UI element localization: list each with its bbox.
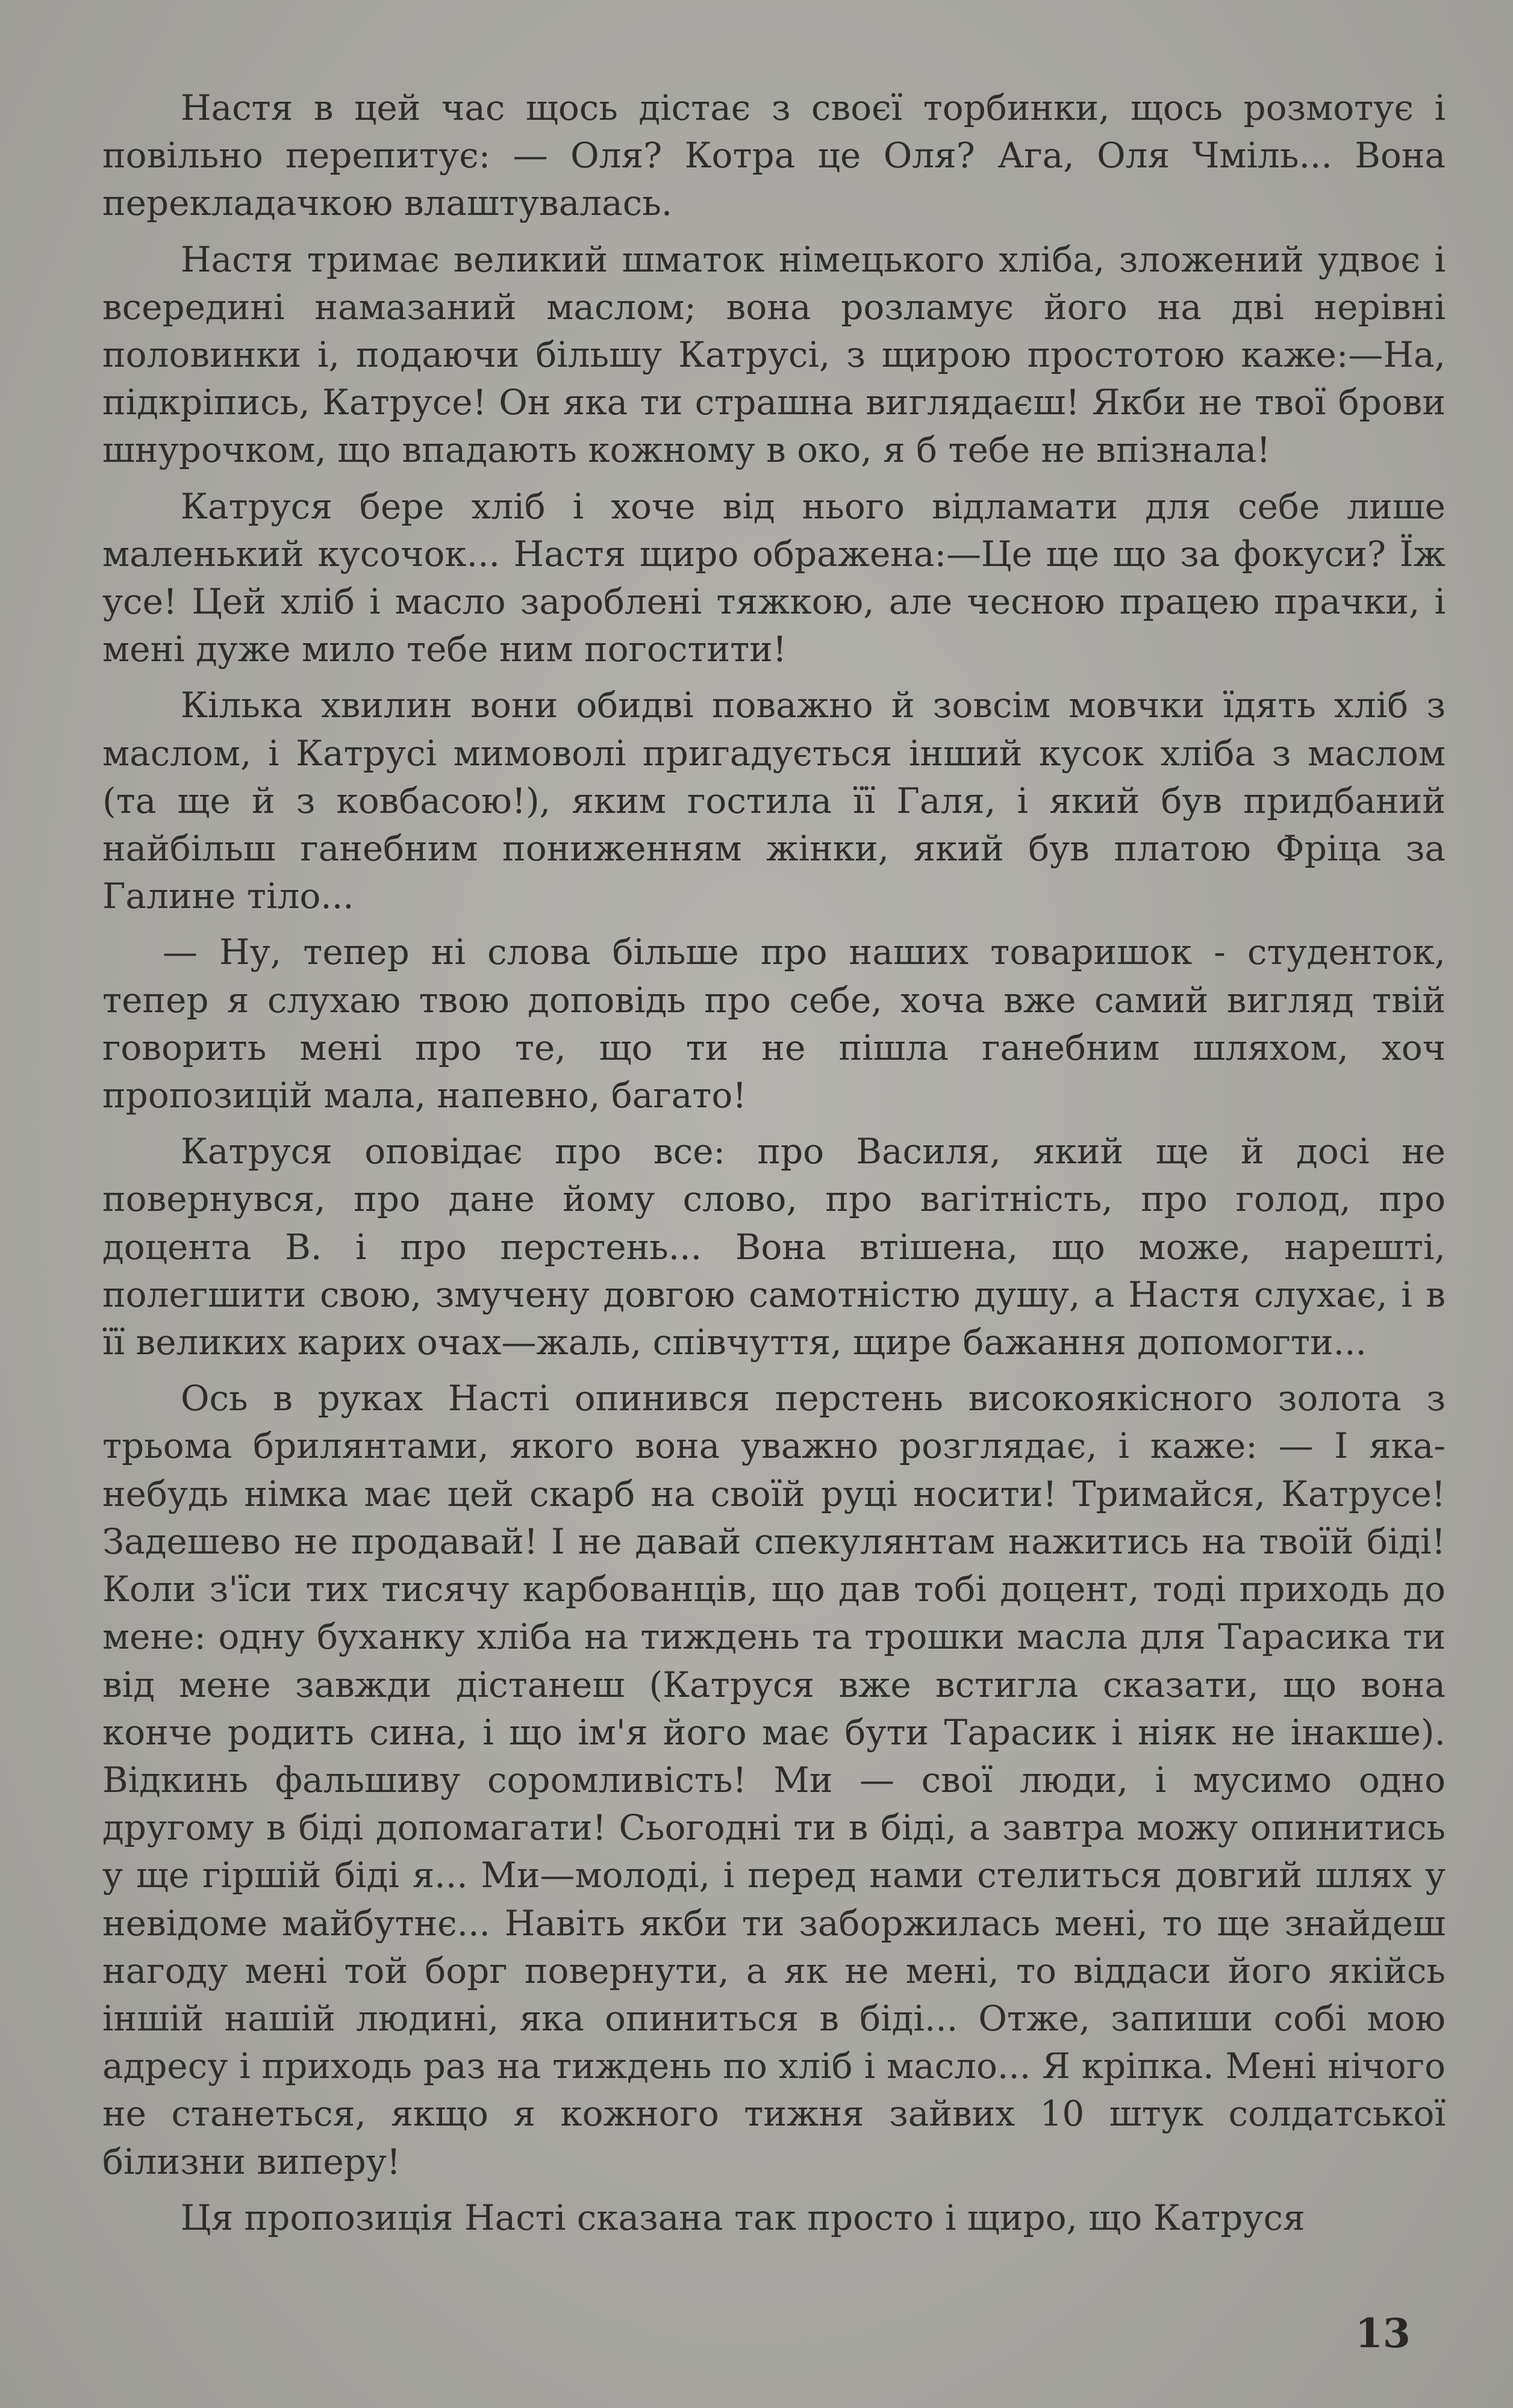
paragraph-3: Катруся бере хліб і хоче від нього відламати для себе лише маленький кусочок... Настя щиро ображена:—Це ще що за фокуси? Їж усе! Цей хліб і масло зароблені тяжкою, але чесною працею прачки, і мені дуже мило тебе ним погостити!	[102, 485, 1446, 670]
paragraph-7: Ось в руках Насті опинився перстень високоякісного золота з трьома брилянтами, якого вона уважно розглядає, і каже: — І яка-небудь німка має цей скарб на своїй руці носити! Тримайся, Катрусе! Задешево не продавай! І не давай спекулянтам нажитись на твоїй біді! Коли з'їси тих тисячу карбованців, що дав тобі доцент, тоді приходь до мене: одну буханку хліба на тиждень та трошки масла для Тарасика ти від мене завжди дістанеш (Катруся вже встигла сказати, що вона конче родить сина, і що ім'я його має бути Тарасик і ніяк не інакше). Відкинь фальшиву соромливість! Ми — свої люди, і мусимо одно другому в біді допомагати! Сьогодні ти в біді, а завтра можу опинитись у ще гіршій біді я... Ми—молоді, і перед нами стелиться довгий шлях у невідоме майбутнє... Навіть якби ти заборжилась мені, то ще знайдеш нагоду мені той борг повернути, а як не мені, то віддаси його якійсь іншій нашій людині, яка опиниться в біді... Отже, запиши собі мою адресу і приходь раз на тиждень по хліб і масло... Я кріпка. Мені нічого не станеться, якщо я кожного тижня зайвих 10 штук солдатської білизни виперу!	[102, 1378, 1446, 2182]
paragraph-5: — Ну, тепер ні слова більше про наших товаришок - студенток, тепер я слухаю твою доповідь про себе, хоча вже самий вигляд твій говорить мені про те, що ти не пішла ганебним шляхом, хоч пропозицій мала, напевно, багато!	[102, 932, 1446, 1116]
page-number: 13	[1355, 2310, 1411, 2357]
paragraph-1: Настя в цей час щось дістає з своєї торбинки, щось розмотує і повільно перепитує: — Оля? Котра це Оля? Ага, Оля Чміль... Вона перекладачкою влаштувалась.	[102, 87, 1446, 224]
paragraph-8: Ця пропозиція Насті сказана так просто і щиро, що Катруся	[181, 2197, 1305, 2238]
paragraph-2: Настя тримає великий шматок німецького хліба, зложений удвоє і всередині намазаний маслом; вона розламує його на дві нерівні половинки і, подаючи більшу Катрусі, з щирою простотою каже:—На, підкріпись, Катрусе! Он яка ти страшна виглядаєш! Якби не твої брови шнурочком, що впадають кожному в око, я б тебе не впізнала!	[102, 238, 1446, 471]
paragraph-6: Катруся оповідає про все: про Василя, який ще й досі не повернувся, про дане йому слово, про вагітність, про голод, про доцента В. і про перстень... Вона втішена, що може, нарешті, полегшити свою, змучену довгою самотністю душу, а Настя слухає, і в її великих карих очах—жаль, співчуття, щире бажання допомогти...	[102, 1131, 1446, 1363]
body-text	[102, 84, 1446, 2250]
paragraph-4: Кілька хвилин вони обидві поважно й зовсім мовчки їдять хліб з маслом, і Катрусі мимоволі пригадується інший кусок хліба з маслом (та ще й з ковбасою!), яким гостила її Галя, і який був придбаний найбільш ганебним пониженням жінки, який був платою Фріца за Галине тіло...	[102, 685, 1446, 917]
